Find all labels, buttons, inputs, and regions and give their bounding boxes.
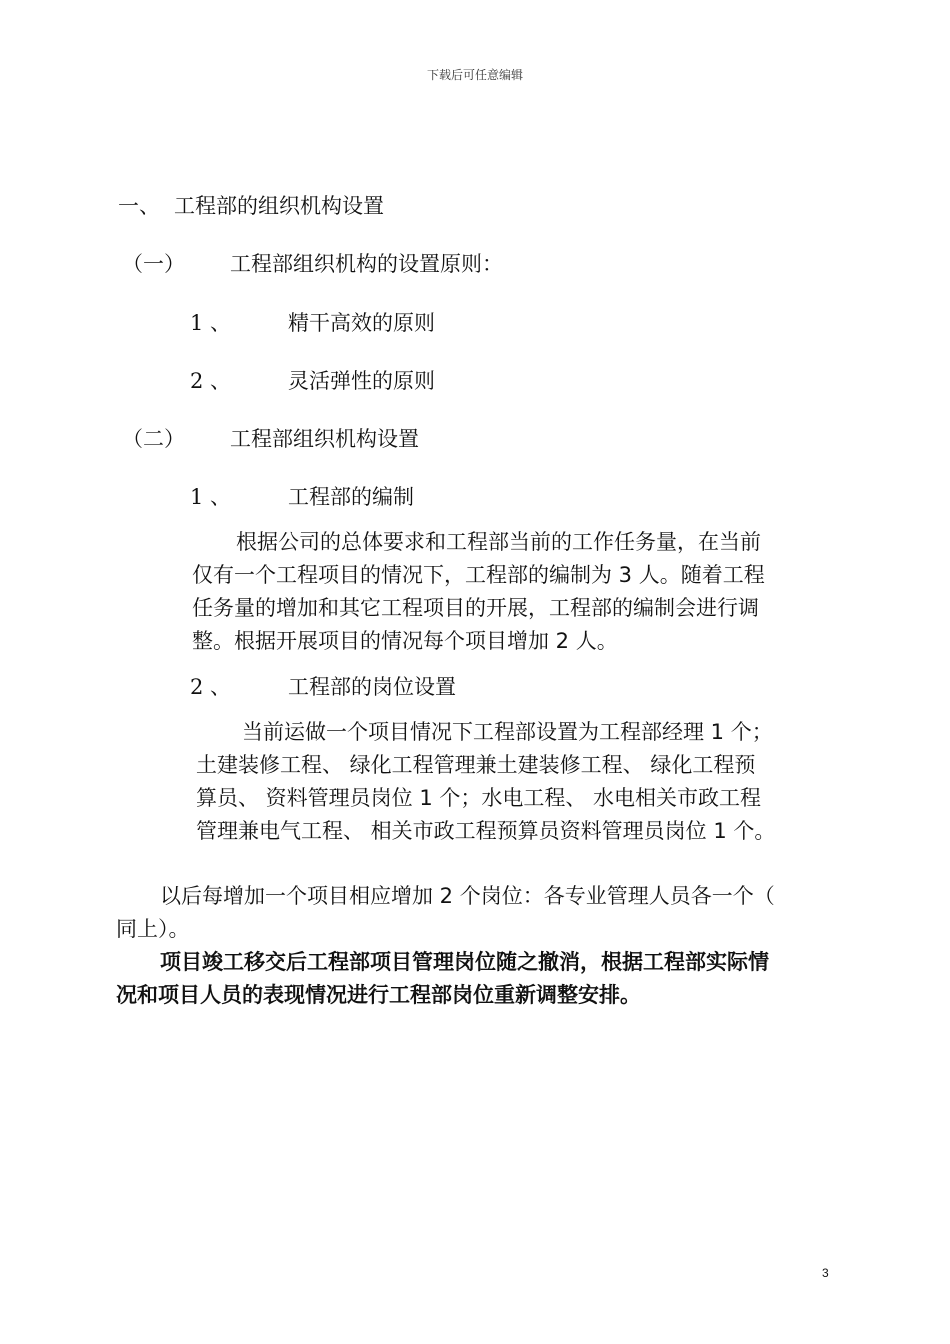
item-2-2-number: 2 、 <box>190 675 232 699</box>
item-2-1-number: 1 、 <box>190 485 232 509</box>
paragraph-positions <box>196 716 775 848</box>
page-number: 3 <box>822 1266 829 1280</box>
paragraph-line: 土建装修工程、 绿化工程管理兼土建装修工程、 绿化工程预 <box>196 753 756 777</box>
paragraph-line: 根据公司的总体要求和工程部当前的工作任务量，在当前 <box>236 530 761 554</box>
paragraph-future <box>116 880 775 946</box>
paragraph-line: 管理兼电气工程、 相关市政工程预算员资料管理员岗位 1 个。 <box>196 819 776 843</box>
heading-1-text: 工程部的组织机构设置 <box>174 194 384 218</box>
heading-1-number: 一、 <box>118 194 160 218</box>
item-1-2-number: 2 、 <box>190 369 232 393</box>
section-1-text: 工程部组织机构的设置原则： <box>230 252 503 276</box>
section-2-text: 工程部组织机构设置 <box>230 427 419 451</box>
section-2-number: （二） <box>122 427 185 451</box>
paragraph-line: 整。根据开展项目的情况每个项目增加 2 人。 <box>192 629 618 653</box>
paragraph-line: 同上）。 <box>116 917 190 941</box>
item-2-2 <box>190 673 456 701</box>
section-2-heading <box>122 425 419 453</box>
paragraph-line: 况和项目人员的表现情况进行工程部岗位重新调整安排。 <box>116 983 641 1007</box>
paragraph-line: 仅有一个工程项目的情况下，工程部的编制为 3 人。随着工程 <box>192 563 765 587</box>
heading-1 <box>118 192 384 220</box>
item-1-1-number: 1 、 <box>190 311 232 335</box>
item-2-2-text: 工程部的岗位设置 <box>288 675 456 699</box>
section-1-number: （一） <box>122 252 185 276</box>
paragraph-line: 以后每增加一个项目相应增加 2 个岗位：各专业管理人员各一个（ <box>160 884 775 908</box>
item-1-1-text: 精干高效的原则 <box>288 311 435 335</box>
item-1-2 <box>190 367 435 395</box>
paragraph-closing <box>116 946 769 1012</box>
paragraph-line: 项目竣工移交后工程部项目管理岗位随之撤消，根据工程部实际情 <box>160 950 769 974</box>
section-1-heading <box>122 250 503 278</box>
paragraph-staffing <box>192 526 765 658</box>
item-2-1-text: 工程部的编制 <box>288 485 414 509</box>
item-2-1 <box>190 483 414 511</box>
paragraph-line: 当前运做一个项目情况下工程部设置为工程部经理 1 个； <box>242 720 773 744</box>
item-1-2-text: 灵活弹性的原则 <box>288 369 435 393</box>
item-1-1 <box>190 309 435 337</box>
page-header: 下载后可任意编辑 <box>426 68 523 82</box>
paragraph-line: 任务量的增加和其它工程项目的开展，工程部的编制会进行调 <box>192 596 759 620</box>
paragraph-line: 算员、 资料管理员岗位 1 个；水电工程、 水电相关市政工程 <box>196 786 762 810</box>
